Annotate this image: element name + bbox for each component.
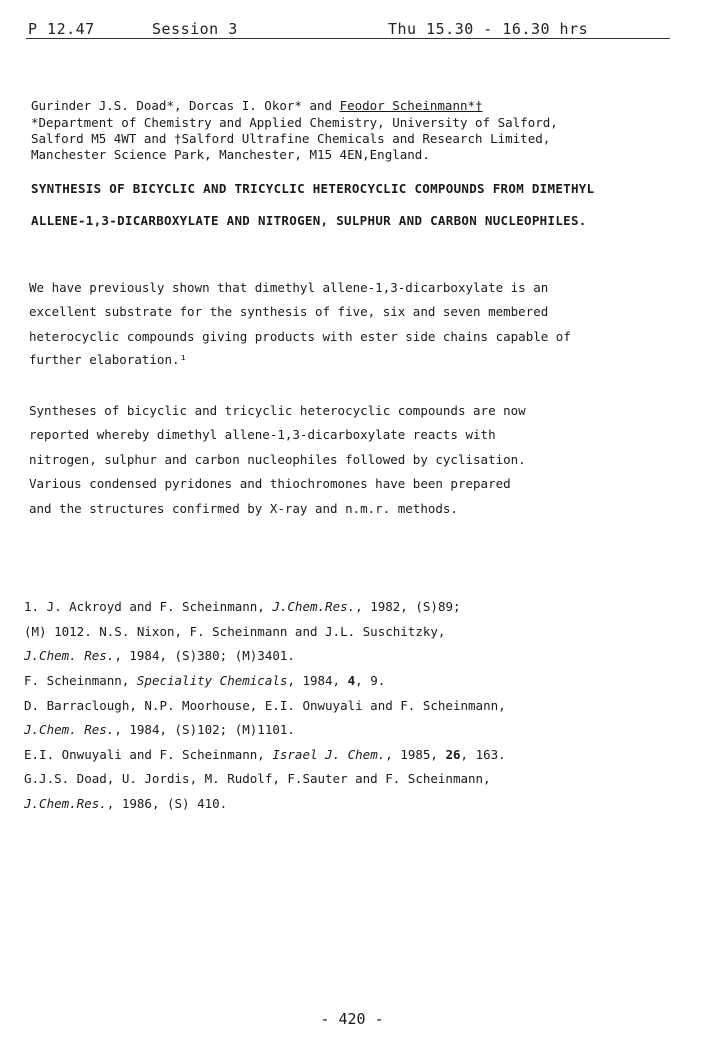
reference-line: [24, 648, 295, 663]
ref-text: , 1984,: [287, 673, 348, 688]
reference-line: D. Barraclough, N.P. Moorhouse, E.I. Onwuyali and F. Scheinmann,: [24, 698, 506, 713]
author-line-1: [31, 98, 483, 113]
ref-journal: Speciality Chemicals: [136, 673, 288, 688]
session-label: Session 3: [152, 20, 238, 38]
ref-volume: 4: [347, 673, 356, 688]
page-code: P 12.47: [28, 20, 95, 38]
paragraph-line: excellent substrate for the synthesis of five, six and seven membered: [29, 304, 549, 319]
page-number: - 420 -: [320, 1010, 384, 1028]
authors-names: Gurinder J.S. Doad*, Dorcas I. Okor* and: [31, 98, 340, 113]
reference-line: [24, 722, 295, 737]
reference-line: (M) 1012. N.S. Nixon, F. Scheinmann and J.L. Suschitzky,: [24, 624, 446, 639]
author-line-3: Salford M5 4WT and †Salford Ultrafine Chemicals and Research Limited,: [31, 131, 551, 146]
ref-journal: Israel J. Chem.: [272, 747, 386, 762]
reference-line: [24, 747, 506, 762]
ref-volume: 26: [445, 747, 461, 762]
ref-text: , 9.: [355, 673, 386, 688]
ref-journal: J.Chem.Res.: [24, 796, 107, 811]
ref-text: , 1985,: [385, 747, 446, 762]
paper-title-line-2: ALLENE-1,3-DICARBOXYLATE AND NITROGEN, SULPHUR AND CARBON NUCLEOPHILES.: [31, 213, 587, 228]
ref-journal: J.Chem. Res.: [24, 722, 115, 737]
paragraph-line: Syntheses of bicyclic and tricyclic heterocyclic compounds are now: [29, 403, 526, 418]
ref-text: , 1984, (S)380; (M)3401.: [114, 648, 295, 663]
ref-text: , 163.: [460, 747, 506, 762]
ref-text: F. Scheinmann,: [24, 673, 137, 688]
reference-line: G.J.S. Doad, U. Jordis, M. Rudolf, F.Sauter and F. Scheinmann,: [24, 771, 491, 786]
presenting-author: Feodor Scheinmann*†: [339, 98, 483, 113]
paragraph-line: heterocyclic compounds giving products with ester side chains capable of: [29, 329, 571, 344]
reference-line: [24, 796, 227, 811]
ref-text: E.I. Onwuyali and F. Scheinmann,: [24, 747, 273, 762]
author-line-4: Manchester Science Park, Manchester, M15 4EN,England.: [31, 147, 430, 162]
paragraph-line: and the structures confirmed by X-ray and n.m.r. methods.: [29, 501, 458, 516]
ref-journal: J.Chem. Res.: [24, 648, 115, 663]
reference-line: [24, 599, 461, 614]
header-rule: [26, 38, 670, 39]
ref-text: , 1986, (S) 410.: [106, 796, 228, 811]
ref-text: , 1984, (S)102; (M)1101.: [114, 722, 295, 737]
ref-text: 1. J. Ackroyd and F. Scheinmann,: [24, 599, 273, 614]
paper-title-line-1: SYNTHESIS OF BICYCLIC AND TRICYCLIC HETEROCYCLIC COMPOUNDS FROM DIMETHYL: [31, 181, 595, 196]
ref-text: , 1982, (S)89;: [355, 599, 461, 614]
paragraph-line: reported whereby dimethyl allene-1,3-dicarboxylate reacts with: [29, 427, 496, 442]
paragraph-line: nitrogen, sulphur and carbon nucleophiles followed by cyclisation.: [29, 452, 526, 467]
paragraph-line: further elaboration.¹: [29, 352, 188, 367]
paragraph-line: Various condensed pyridones and thiochromones have been prepared: [29, 476, 511, 491]
ref-journal: J.Chem.Res.: [272, 599, 356, 614]
reference-line: [24, 673, 385, 688]
paragraph-line: We have previously shown that dimethyl allene-1,3-dicarboxylate is an: [29, 280, 549, 295]
author-line-2: *Department of Chemistry and Applied Chemistry, University of Salford,: [31, 115, 558, 130]
session-time: Thu 15.30 - 16.30 hrs: [388, 20, 589, 38]
